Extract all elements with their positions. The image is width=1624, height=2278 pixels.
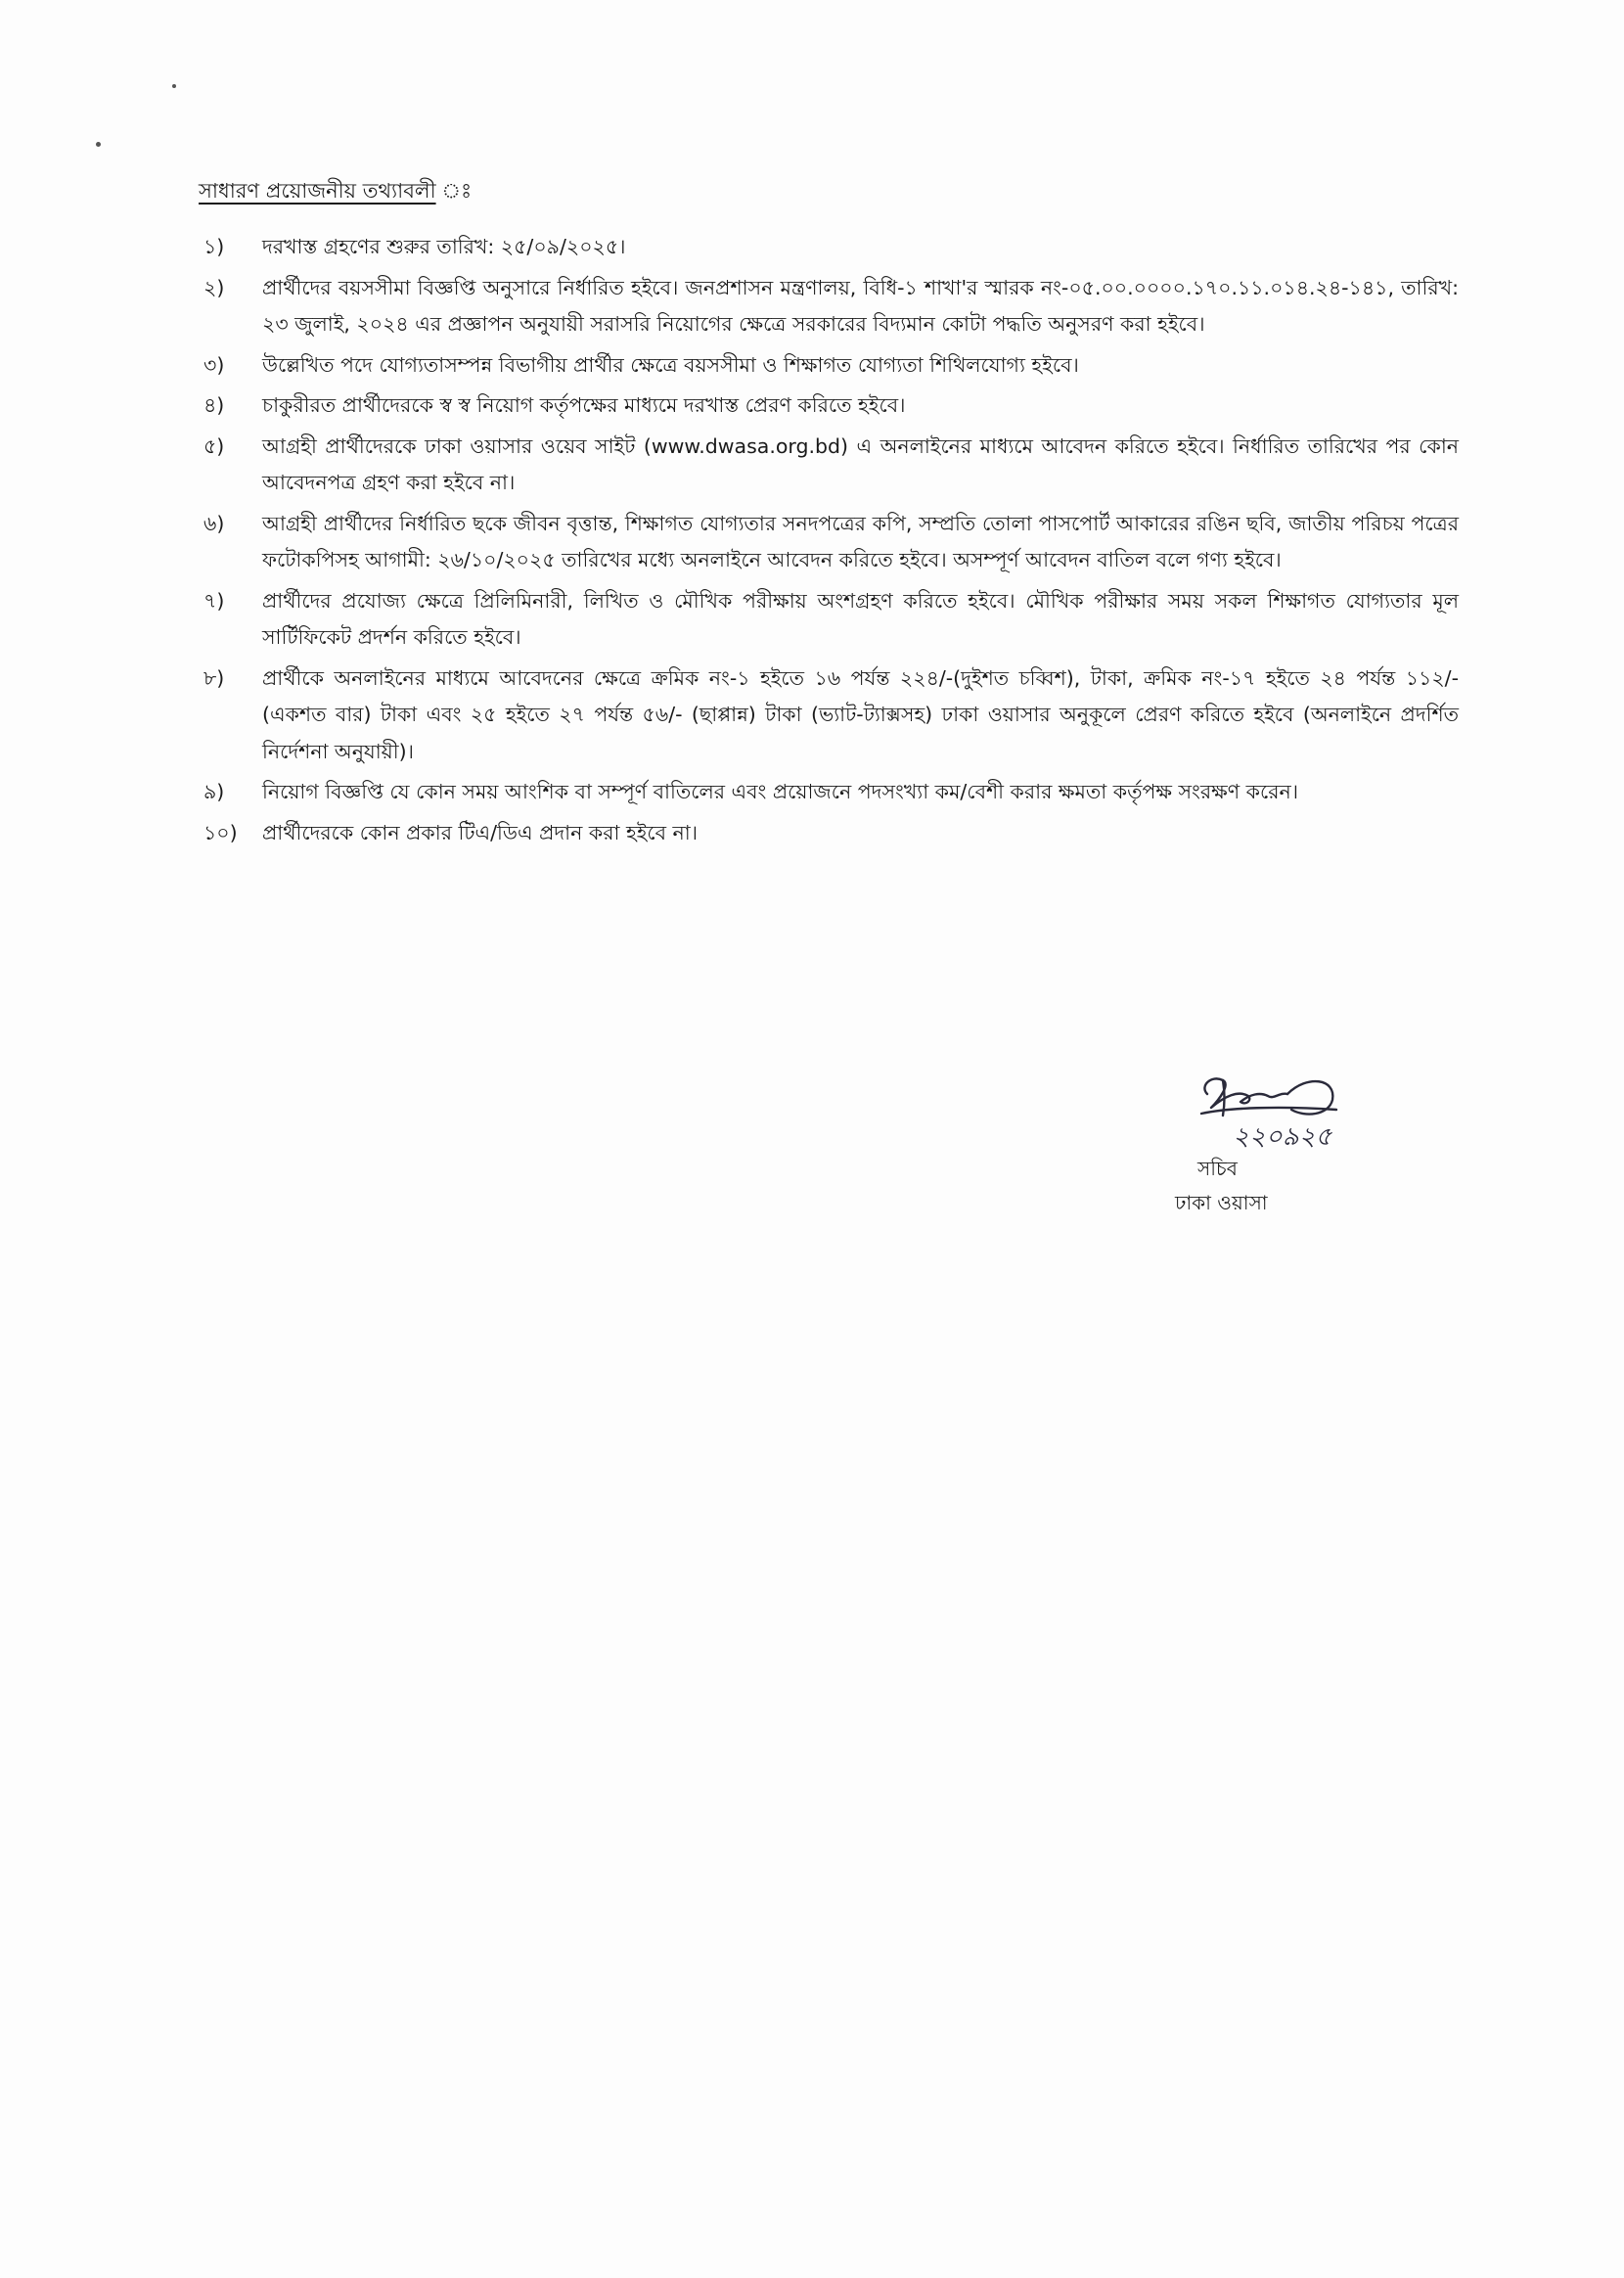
scan-speck (172, 84, 176, 88)
scan-speck (96, 142, 101, 147)
list-item-text: প্রার্থীকে অনলাইনের মাধ্যমে আবেদনের ক্ষেত্রে ক্রমিক নং-১ হইতে ১৬ পর্যন্ত ২২৪/-(দুইশত চব্বিশ), টাকা, ক্রমিক নং-১৭ হইতে ২৪ পর্যন্ত ১১২/- (একশত বার) টাকা এবং ২৫ হইতে ২৭ পর্যন্ত ৫৬/- (ছাপ্পান্ন) টাকা (ভ্যাট-ট্যাক্সসহ) ঢাকা ওয়াসার অনুকূলে প্রেরণ করিতে হইবে (অনলাইনে প্রদর্শিত নির্দেশনা অনুযায়ী)। (262, 665, 1459, 763)
list-item-text: উল্লেখিত পদে যোগ্যতাসম্পন্ন বিভাগীয় প্রার্থীর ক্ষেত্রে বয়সসীমা ও শিক্ষাগত যোগ্যতা শিথিলযোগ্য হইবে। (262, 352, 1079, 377)
list-item-number: ৮) (203, 665, 225, 690)
list-item-number: ৩) (203, 352, 225, 377)
list-item-number: ২) (203, 275, 225, 299)
list-item-text: প্রার্থীদের প্রযোজ্য ক্ষেত্রে প্রিলিমিনারী, লিখিত ও মৌখিক পরীক্ষায় অংশগ্রহণ করিতে হইবে। মৌখিক পরীক্ষার সময় সকল শিক্ষাগত যোগ্যতার মূল সার্টিফিকেট প্রদর্শন করিতে হইবে। (262, 588, 1459, 649)
list-item-text: আগ্রহী প্রার্থীদেরকে ঢাকা ওয়াসার ওয়েব সাইট (www.dwasa.org.bd) এ অনলাইনের মাধ্যমে আবেদন করিতে হইবে। নির্ধারিত তারিখের পর কোন আবেদনপত্র গ্রহণ করা হইবে না। (262, 433, 1459, 494)
section-heading (199, 176, 472, 205)
list-item-text: প্রার্থীদের বয়সসীমা বিজ্ঞপ্তি অনুসারে নির্ধারিত হইবে। জনপ্রশাসন মন্ত্রণালয়, বিধি-১ শাখা'র স্মারক নং-০৫.০০.০০০০.১৭০.১১.০১৪.২৪-১৪১, তারিখ: ২৩ জুলাই, ২০২৪ এর প্রজ্ঞাপন অনুযায়ী সরাসরি নিয়োগের ক্ষেত্রে সরকারের বিদ্যমান কোটা পদ্ধতি অনুসরণ করা হইবে। (262, 275, 1459, 336)
list-item (203, 661, 1459, 771)
handwritten-date: ২২০৯২৫ (1233, 1122, 1332, 1152)
list-item-number: ৪) (203, 393, 225, 417)
list-item-text: আগ্রহী প্রার্থীদের নির্ধারিত ছকে জীবন বৃত্তান্ত, শিক্ষাগত যোগ্যতার সনদপত্রের কপি, সম্প্রতি তোলা পাসপোর্ট আকারের রঙিন ছবি, জাতীয় পরিচয় পত্রের ফটোকপিসহ আগামী: ২৬/১০/২০২৫ তারিখের মধ্যে অনলাইনে আবেদন করিতে হইবে। অসম্পূর্ণ আবেদন বাতিল বলে গণ্য হইবে। (262, 511, 1459, 571)
list-item (203, 583, 1459, 657)
list-item-number: ৫) (203, 433, 225, 458)
signature-block (1135, 1057, 1428, 1253)
list-item (203, 387, 1459, 425)
list-item (203, 347, 1459, 385)
list-item-text: দরখাস্ত গ্রহণের শুরুর তারিখ: ২৫/০৯/২০২৫। (262, 235, 626, 258)
list-item-number: ১) (203, 235, 225, 258)
list-item (203, 429, 1459, 502)
requirements-list (203, 229, 1459, 855)
list-item-text: নিয়োগ বিজ্ঞপ্তি যে কোন সময় আংশিক বা সম্পূর্ণ বাতিলের এবং প্রয়োজনে পদসংখ্যা কম/বেশী করার ক্ষমতা কর্তৃপক্ষ সংরক্ষণ করেন। (262, 780, 1299, 803)
list-item (203, 774, 1459, 811)
list-item (203, 815, 1459, 852)
list-item (203, 506, 1459, 579)
handwritten-signature (1190, 1057, 1356, 1164)
signatory-designation: সচিব (1197, 1157, 1238, 1180)
list-item-text: চাকুরীরত প্রার্থীদেরকে স্ব স্ব নিয়োগ কর্তৃপক্ষের মাধ্যমে দরখাস্ত প্রেরণ করিতে হইবে। (262, 393, 906, 417)
signatory-office: ঢাকা ওয়াসা (1175, 1191, 1268, 1214)
section-heading-text: সাধারণ প্রয়োজনীয় তথ্যাবলী (199, 179, 436, 203)
list-item (203, 229, 1459, 266)
list-item-number: ৭) (203, 588, 225, 613)
list-item-text: প্রার্থীদেরকে কোন প্রকার টিএ/ডিএ প্রদান করা হইবে না। (262, 820, 699, 844)
section-heading-suffix: ঃ (435, 179, 473, 203)
list-item-number: ১০) (203, 820, 238, 844)
list-item-number: ৬) (203, 511, 225, 535)
list-item (203, 270, 1459, 343)
list-item-number: ৯) (203, 780, 225, 803)
